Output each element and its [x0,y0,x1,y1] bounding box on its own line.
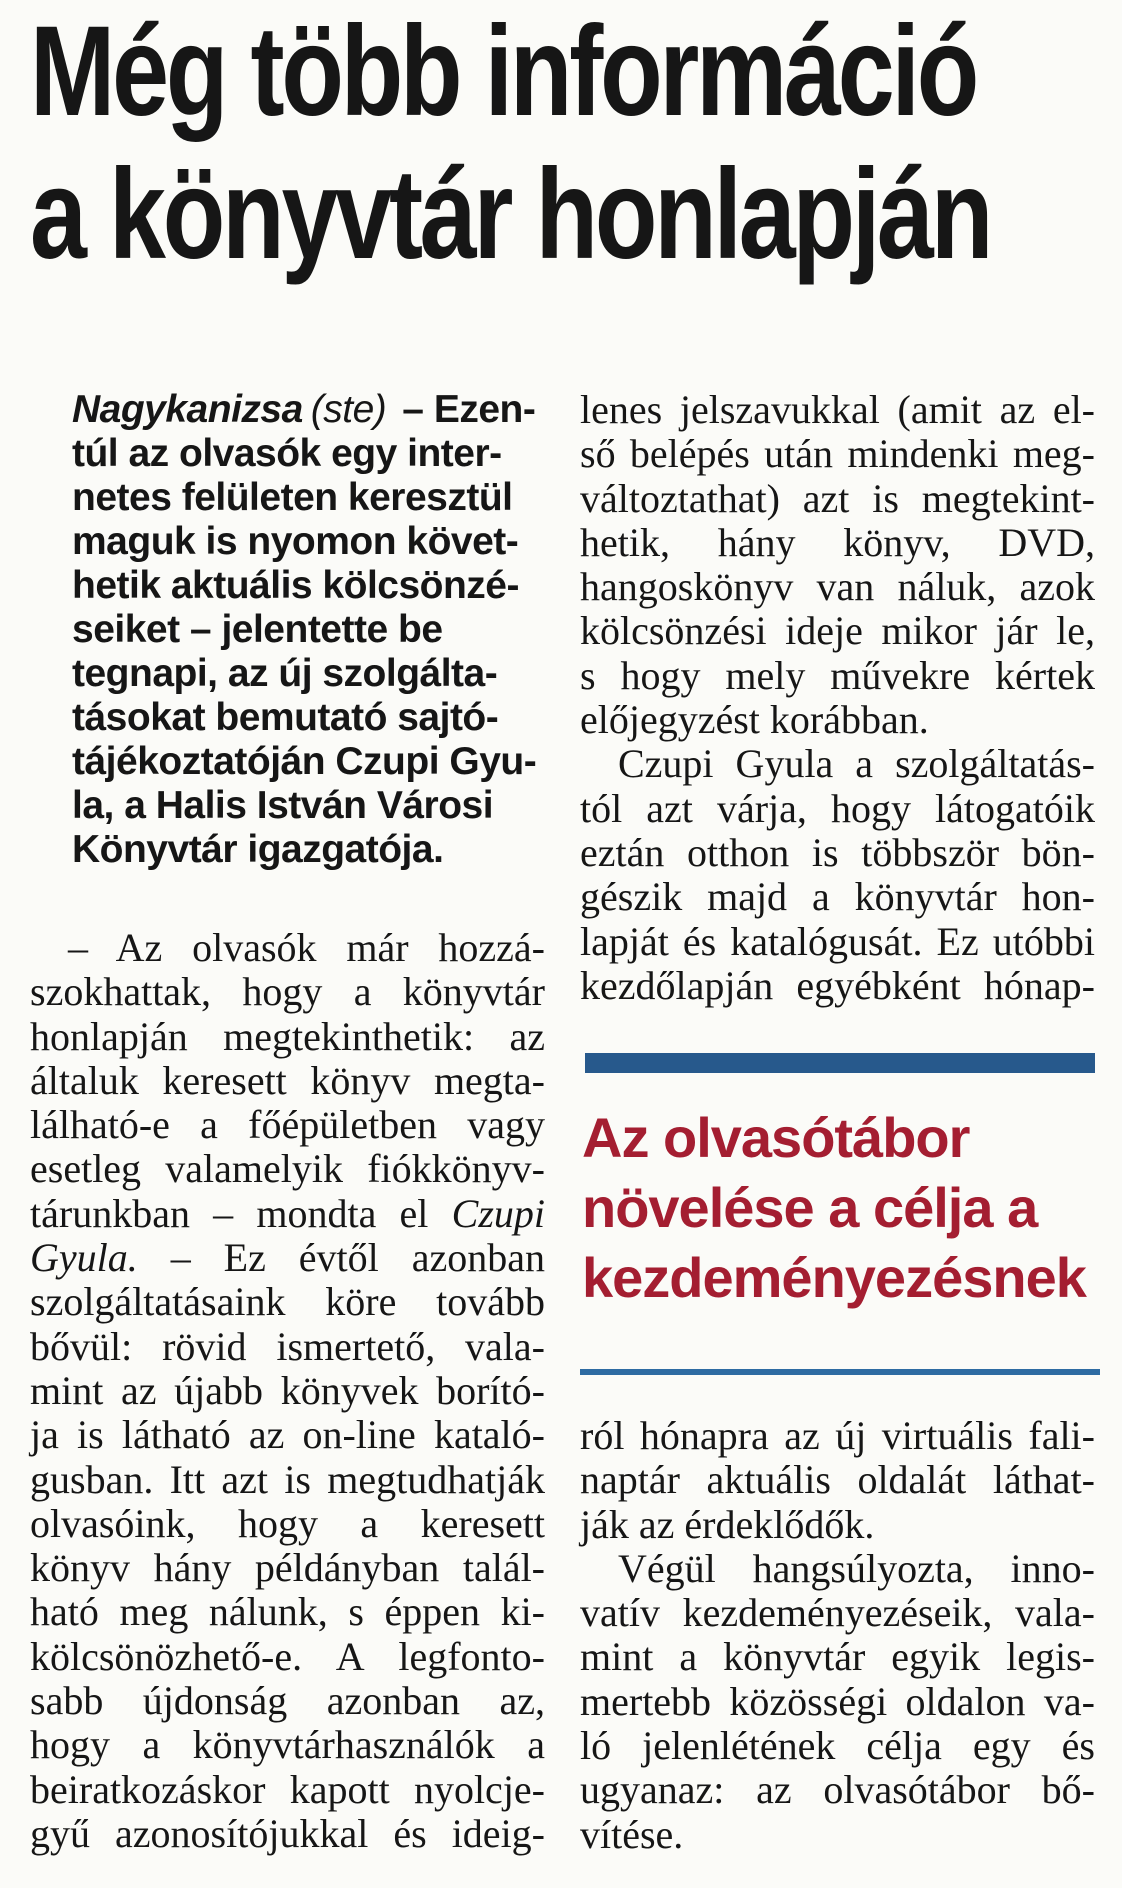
text-line: ló jelenlétének célja egy és [580,1723,1095,1769]
text-line: könyv hány példányban talál- [30,1545,545,1591]
lead-paragraph [72,388,537,872]
text-line: olvasóink, hogy a keresett [30,1500,545,1546]
text-line: Könyvtár igazgatója. [72,828,444,871]
text-line: naptár aktuális oldalát láthat- [580,1457,1095,1503]
text-line: hogy a könyvtárhasználók a [30,1722,545,1768]
text-line: szolgáltatásaink köre tovább [30,1279,545,1325]
text-line: tól azt várja, hogy látogatóik [580,785,1095,831]
text-line: s hogy mely művekre kértek [580,652,1095,698]
text-line: változtathat) azt is megtekint- [580,475,1095,521]
text-line: ról hónapra az új virtuális fali- [580,1413,1095,1458]
pull-quote-line: Az olvasótábor [582,1106,970,1169]
text-line: tárunkban – mondta el Czupi [30,1190,545,1236]
text-line: előjegyzést korábban. [580,697,929,743]
text-line: kölcsönözhető-e. A legfonto- [30,1633,545,1679]
text-line: Czupi Gyula a szolgáltatás- [618,741,1095,787]
text-line: kezdőlapján egyébként hónap- [580,962,1095,1008]
headline [30,0,1122,286]
pull-quote-rule-bottom [580,1369,1100,1375]
text-line: lenes jelszavukkal (amit az el- [580,387,1095,432]
text-line: tegnapi, az új szolgálta- [72,652,498,695]
text-line: honlapján megtekinthetik: az [30,1013,545,1059]
body-column-right-bottom [580,1414,1095,1857]
text-line: vatív kezdeményezéseik, vala- [580,1590,1095,1636]
text-line: bővül: rövid ismertető, vala- [30,1323,545,1369]
text-line: Végül hangsúlyozta, inno- [618,1545,1095,1591]
text-line: maguk is nyomon követ- [72,520,519,563]
text-line: gyű azonosítójukkal és ideig- [30,1810,545,1856]
text-line: – Az olvasók már hozzá- [68,925,545,970]
pull-quote-line: növelése a célja a [582,1176,1038,1239]
text-line: gusban. Itt azt is megtudhatják [30,1456,545,1502]
body-column-right-top [580,388,1095,1008]
text-line: ső belépés után mindenki meg- [580,431,1095,477]
text-line: szokhattak, hogy a könyvtár [30,969,545,1015]
pull-quote-line: kezdeményezésnek [582,1246,1086,1309]
text-line: ugyanaz: az olvasótábor bő- [580,1767,1095,1813]
text-line: ható meg nálunk, s éppen ki- [30,1589,545,1635]
text-line: túl az olvasók egy inter- [72,432,502,475]
text-line: sabb újdonság azonban az, [30,1678,545,1724]
text-line: hetik aktuális kölcsönzé- [72,564,519,607]
text-line: beiratkozáskor kapott nyolcje- [30,1766,545,1812]
text-line: mertebb közösségi oldalon va- [580,1678,1095,1724]
text-line: seiket – jelentette be [72,608,443,651]
text-line: Gyula. – Ez évtől azonban [30,1235,545,1281]
text-line: tásokat bemutató sajtó- [72,696,499,739]
body-column-left [30,926,545,1856]
text-line: vítése. [580,1811,684,1857]
text-line: hangoskönyv van náluk, azok [580,564,1095,610]
text-line: lapját és katalógusát. Ez utóbbi [580,918,1095,964]
text-line: la, a Halis István Városi [72,784,494,827]
text-line: általuk keresett könyv megta- [30,1057,545,1103]
pull-quote-rule-top [585,1053,1095,1073]
text-line: netes felületen keresztül [72,476,513,519]
text-line: mint a könyvtár egyik legis- [580,1634,1095,1680]
text-line: mint az újabb könyvek borító- [30,1367,545,1413]
headline-line-2: a könyvtár honlapján [30,143,991,286]
text-line: eztán otthon is többször bön- [580,829,1095,875]
text-line: hetik, hány könyv, DVD, [580,519,1095,565]
headline-line-1: Még több információ [30,0,977,143]
text-line: tájékoztatóján Czupi Gyu- [72,740,537,783]
text-line: ja is látható az on-line kataló- [30,1412,545,1458]
text-line: kölcsönzési ideje mikor jár le, [580,608,1095,654]
text-line: esetleg valamelyik fiókkönyv- [30,1146,545,1192]
pull-quote [582,1103,1107,1313]
text-line: gészik majd a könyvtár hon- [580,874,1095,920]
text-line: ják az érdeklődők. [580,1501,875,1547]
text-line: lálható-e a főépületben vagy [30,1102,545,1148]
text-line: Nagykanizsa (ste) – Ezen- [72,388,536,431]
